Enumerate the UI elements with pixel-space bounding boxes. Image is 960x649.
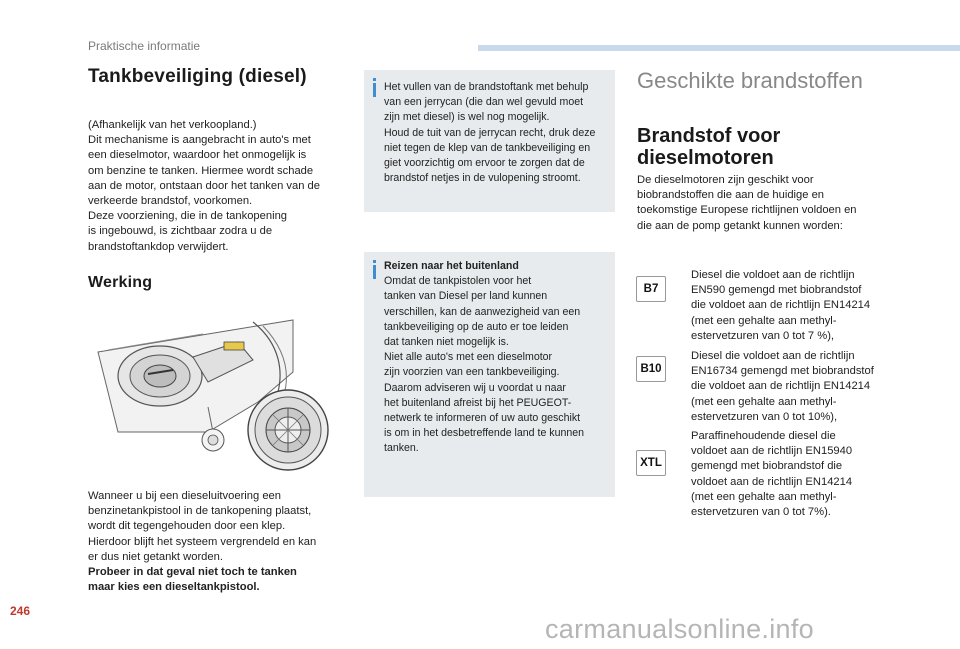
fuel-intro: De dieselmotoren zijn geschikt voor biobrandstoffen die aan de huidige en toekomstige Europese richtlijnen voldoen en die aan de pomp getankt kunnen worden: xyxy=(637,174,857,232)
jerrycan-note xyxy=(364,70,615,212)
section-label: Praktische informatie xyxy=(88,39,201,53)
intro-text: (Afhankelijk van het verkoopland.) Dit mechanisme is aangebracht in auto's met een dieselmotor, waardoor het onmogelijk is om benzine te tanken. Hiermee wordt schade aan de motor, ontstaan door het tanken van de verkeerde brandstof, voorkomen. Deze voorziening, die in de tankopening is ingebouwd, is zichtbaar zodra u de brandstoftankdop verwijdert. xyxy=(88,119,320,253)
travel-abroad-text: Omdat de tankpistolen voor het tanken van Diesel per land kunnen verschillen, kan de aanwezigheid van een tankbeveiliging op de auto er toe leiden dat tanken niet mogelijk is. Niet alle auto's met een dieselmotor zijn voorzien van een tankbeveiliging. Daarom adviseren wij u voordat u naar het buitenland afreist bij het PEUGEOT- netwerk te informeren of uw auto geschikt is om in het desbetreffende land te kunnen tanken. xyxy=(384,275,585,455)
fuel-xtl-text: Paraffinehoudende diesel die voldoet aan de richtlijn EN15940 gemengd met biobrandstof die voldoet aan de richtlijn EN14214 (met een gehalte aan methyl- estervetzuren van 0 tot 7%). xyxy=(691,430,853,519)
jerrycan-note-text: Het vullen van de brandstoftank met behulp van een jerrycan (die dan wel gevuld moet zijn met diesel) is wel nog mogelijk. Houd de tuit van de jerrycan recht, druk deze niet tegen de klep van de tankbeveiliging en giet voorzichtig om ervoor te zorgen dat de brandstof netjes in de vulopening stroomt. xyxy=(384,81,596,185)
werking-warning: Probeer in dat geval niet toch te tanken maar kies een dieseltankpistool. xyxy=(88,566,297,594)
travel-abroad-note xyxy=(364,252,615,497)
b10-badge-icon: B10 xyxy=(636,356,666,382)
page-title: Tankbeveiliging (diesel) xyxy=(88,66,307,87)
info-marker-icon xyxy=(373,83,376,97)
intro-paragraph xyxy=(88,118,350,255)
werking-heading: Werking xyxy=(88,274,153,291)
header-bar xyxy=(478,45,960,51)
werking-text: Wanneer u bij een dieseluitvoering een benzinetankpistool in de tankopening plaatst, wordt dit tegengehouden door een klep. Hierdoor blijft het systeem vergrendeld en kan er dus niet getankt worden. xyxy=(88,490,317,563)
watermark: carmanualsonline.info xyxy=(545,614,814,644)
subsection-title: Brandstof voor dieselmotoren xyxy=(637,125,781,169)
section-title: Geschikte brandstoffen xyxy=(637,68,863,93)
travel-abroad-title: Reizen naar het buitenland xyxy=(384,260,519,272)
travel-abroad-content xyxy=(384,259,609,457)
fuel-filler-illustration xyxy=(88,312,338,482)
info-marker-icon xyxy=(373,265,376,279)
fuel-b10-text: Diesel die voldoet aan de richtlijn EN16734 gemengd met biobrandstof die voldoet aan de richtlijn EN14214 (met een gehalte aan methyl- estervetzuren van 0 tot 10%), xyxy=(691,350,874,423)
b7-badge-icon: B7 xyxy=(636,276,666,302)
page-number: 246 xyxy=(10,604,31,618)
fuel-b7-text: Diesel die voldoet aan de richtlijn EN590 gemengd met biobrandstof die voldoet aan de richtlijn EN14214 (met een gehalte aan methyl- estervetzuren van 0 tot 7 %), xyxy=(691,269,871,342)
fuel-filler-drawing xyxy=(88,312,338,482)
xtl-badge-icon: XTL xyxy=(636,450,666,476)
werking-paragraph xyxy=(88,489,350,595)
